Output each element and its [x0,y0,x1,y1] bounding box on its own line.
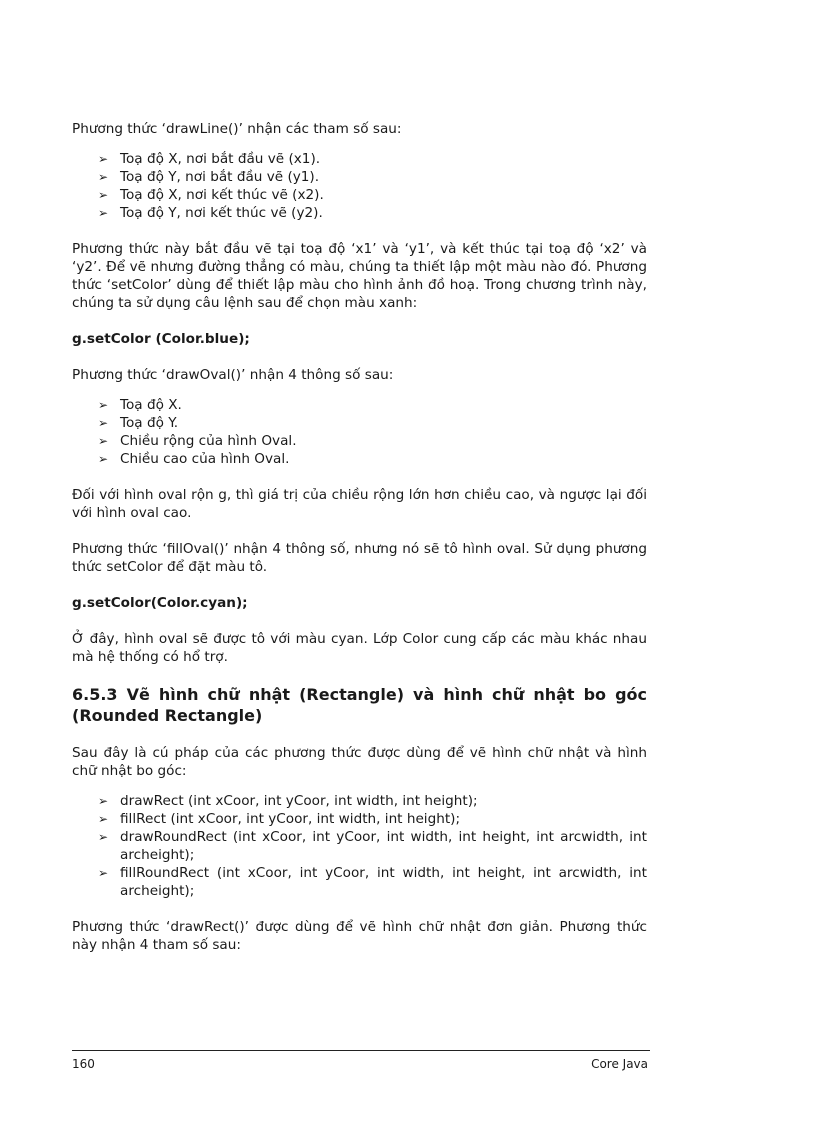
list-item: ➢ Chiều cao của hình Oval. [98,451,290,467]
list-item: ➢ Toạ độ Y. [98,415,179,431]
drawline-intro: Phương thức ‘drawLine()’ nhận các tham số sau: [72,121,402,137]
rect-methods-list [72,792,647,900]
arrow-bullet-icon: ➢ [98,206,109,220]
page-number: 160 [72,1057,95,1071]
list-item: ➢ fillRoundRect (int xCoor, int yCoor, int width, int height, int arcwidth, int archeight); [98,865,647,899]
list-item: ➢ Chiều rộng của hình Oval. [98,433,297,449]
drawline-paragraph: Phương thức này bắt đầu vẽ tại toạ độ ‘x1’ và ‘y1’, và kết thúc tại toạ độ ‘x2’ và ‘y2’. Để vẽ nhưng đường thẳng có màu, chúng ta thiết lập một màu nào đó. Phương thức ‘setColor’ dùng để thiết lập màu cho hình ảnh đồ hoạ. Trong chương trình này, chúng ta sử dụng câu lệnh sau để chọn màu xanh: [72,241,647,311]
arrow-bullet-icon: ➢ [98,794,109,808]
list-item: ➢ Toạ độ X, nơi bắt đầu vẽ (x1). [98,151,321,167]
arrow-bullet-icon: ➢ [98,866,109,880]
list-item: ➢ drawRect (int xCoor, int yCoor, int width, int height); [98,793,478,809]
list-item: ➢ Toạ độ X, nơi kết thúc vẽ (x2). [98,187,324,203]
list-item: ➢ drawRoundRect (int xCoor, int yCoor, int width, int height, int arcwidth, int archeight); [98,829,647,863]
drawrect-paragraph: Phương thức ‘drawRect()’ được dùng để vẽ hình chữ nhật đơn giản. Phương thức này nhận 4 tham số sau: [72,919,647,953]
code-set-color-cyan: g.setColor(Color.cyan); [72,595,248,611]
page-content [72,120,647,954]
book-title: Core Java [591,1057,648,1071]
oval-width-paragraph: Đối với hình oval rộn g, thì giá trị của chiều rộng lớn hơn chiều cao, và ngược lại đối với hình oval cao. [72,487,647,521]
list-item: ➢ fillRect (int xCoor, int yCoor, int width, int height); [98,811,461,827]
list-item: ➢ Toạ độ Y, nơi kết thúc vẽ (y2). [98,205,323,221]
arrow-bullet-icon: ➢ [98,188,109,202]
arrow-bullet-icon: ➢ [98,830,109,844]
arrow-bullet-icon: ➢ [98,452,109,466]
section-heading: 6.5.3 Vẽ hình chữ nhật (Rectangle) và hình chữ nhật bo góc (Rounded Rectangle) [72,685,647,725]
color-class-paragraph: Ở đây, hình oval sẽ được tô với màu cyan. Lớp Color cung cấp các màu khác nhau mà hệ thống có hổ trợ. [72,631,647,665]
arrow-bullet-icon: ➢ [98,398,109,412]
rect-syntax-intro: Sau đây là cú pháp của các phương thức được dùng để vẽ hình chữ nhật và hình chữ nhật bo góc: [72,745,647,779]
footer-rule [72,1050,650,1051]
drawline-params-list [72,150,647,222]
list-item: ➢ Toạ độ Y, nơi bắt đầu vẽ (y1). [98,169,320,185]
drawoval-intro: Phương thức ‘drawOval()’ nhận 4 thông số sau: [72,367,394,383]
filloval-paragraph: Phương thức ‘fillOval()’ nhận 4 thông số, nhưng nó sẽ tô hình oval. Sử dụng phương thức setColor để đặt màu tô. [72,541,647,575]
drawoval-params-list [72,396,647,468]
arrow-bullet-icon: ➢ [98,812,109,826]
arrow-bullet-icon: ➢ [98,152,109,166]
code-set-color-blue: g.setColor (Color.blue); [72,331,250,347]
arrow-bullet-icon: ➢ [98,170,109,184]
arrow-bullet-icon: ➢ [98,416,109,430]
list-item: ➢ Toạ độ X. [98,397,182,413]
arrow-bullet-icon: ➢ [98,434,109,448]
